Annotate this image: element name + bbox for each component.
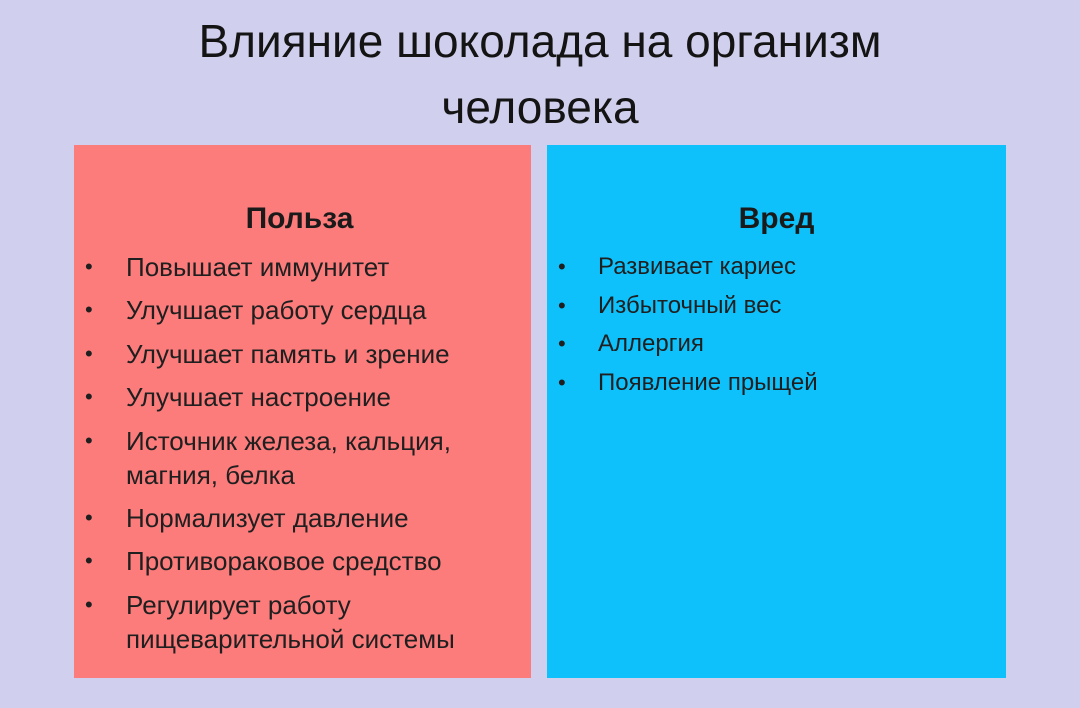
bullet-icon: • xyxy=(85,254,93,279)
list-item xyxy=(558,250,998,284)
list-item xyxy=(85,501,526,535)
bullet-icon: • xyxy=(558,331,566,356)
page-title-line-1: Влияние шоколада на организм xyxy=(198,15,882,67)
list-item xyxy=(85,293,526,327)
list-item xyxy=(85,380,526,414)
bullet-icon: • xyxy=(85,504,93,530)
bullet-icon: • xyxy=(85,384,93,410)
list-item-text: Улучшает настроение xyxy=(126,382,391,413)
bullet-icon: • xyxy=(85,297,93,323)
harm-list xyxy=(558,250,998,404)
list-item-text: Улучшает работу сердца xyxy=(126,295,427,326)
bullet-icon: • xyxy=(85,427,93,453)
list-item xyxy=(85,588,526,656)
bullet-icon: • xyxy=(85,340,93,366)
list-item xyxy=(558,289,998,323)
page-title-line-2: человека xyxy=(441,81,639,133)
bullet-icon: • xyxy=(85,591,93,617)
list-item-text: Развивает кариес xyxy=(598,253,796,280)
benefit-heading: Польза xyxy=(245,202,354,235)
list-item-text: Появление прыщей xyxy=(598,368,818,396)
list-item xyxy=(85,544,526,578)
list-item xyxy=(85,424,526,492)
list-item xyxy=(85,337,526,371)
list-item-text: Регулирует работу пищеварительной системы xyxy=(126,589,455,654)
list-item-text: Нормализует давление xyxy=(126,502,409,533)
harm-heading: Вред xyxy=(738,202,815,235)
list-item-text: Противораковое средство xyxy=(126,546,442,577)
list-item xyxy=(85,250,526,284)
benefit-panel xyxy=(74,145,531,678)
list-item xyxy=(558,366,998,400)
list-item-text: Улучшает память и зрение xyxy=(126,338,450,369)
list-item-text: Аллергия xyxy=(598,330,704,357)
list-item-text: Избыточный вес xyxy=(598,291,782,319)
list-item xyxy=(558,327,998,361)
list-item-text: Источник железа, кальция, магния, белка xyxy=(126,425,451,490)
page-title xyxy=(0,8,1080,140)
bullet-icon: • xyxy=(558,369,566,395)
bullet-icon: • xyxy=(558,292,566,318)
bullet-icon: • xyxy=(85,548,93,574)
bullet-icon: • xyxy=(558,254,566,279)
list-item-text: Повышает иммунитет xyxy=(126,252,390,282)
benefit-list xyxy=(85,250,526,665)
harm-panel xyxy=(547,145,1006,678)
